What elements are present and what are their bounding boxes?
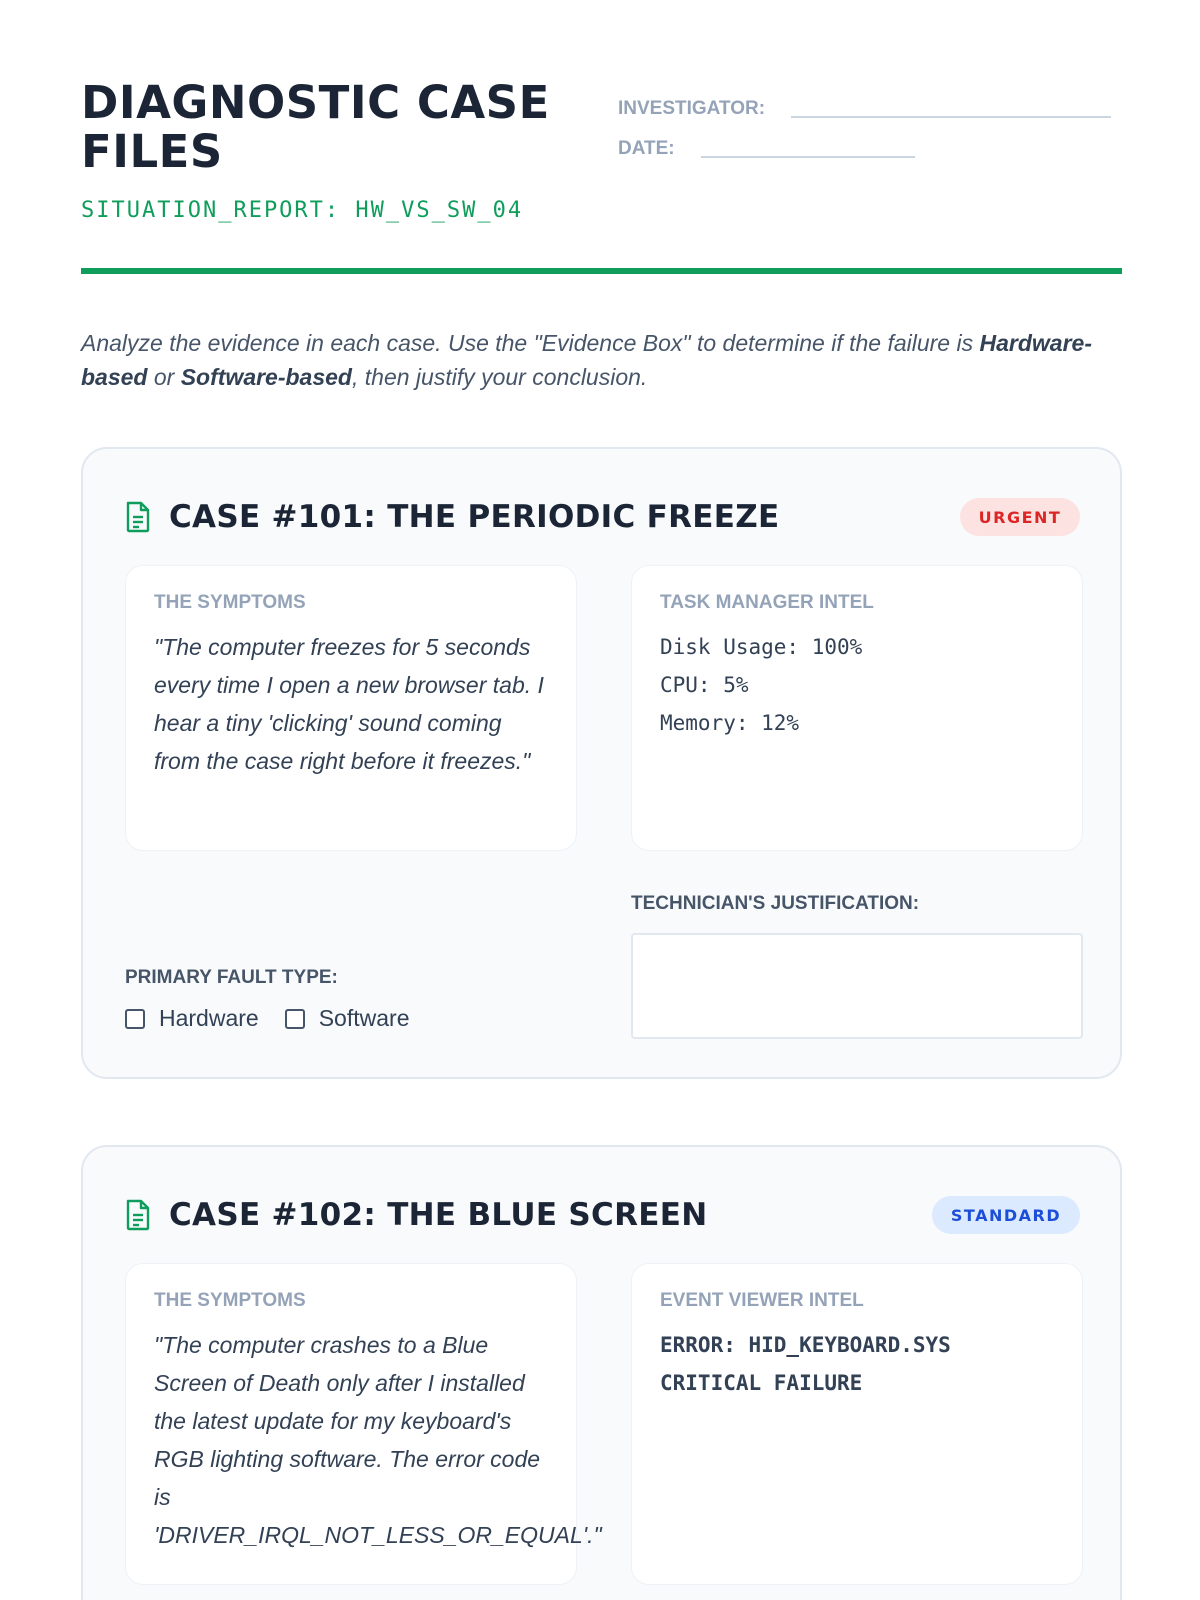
symptoms-panel — [125, 1263, 602, 1585]
intel-panel — [631, 1263, 1083, 1585]
fault-type-label: PRIMARY FAULT TYPE: — [125, 967, 338, 988]
page-title: DIAGNOSTIC CASE FILES — [81, 76, 550, 178]
date-field[interactable] — [701, 156, 915, 158]
case-title: CASE #102: THE BLUE SCREEN — [169, 1197, 708, 1233]
date-label: DATE: — [618, 138, 675, 159]
investigator-row — [618, 80, 1122, 120]
date-row — [618, 120, 1122, 160]
hardware-checkbox[interactable] — [125, 1009, 145, 1029]
intro-hardware: Hardware-based — [81, 330, 1092, 390]
symptoms-panel — [125, 565, 577, 851]
case-header — [125, 497, 1080, 537]
intel-line: ERROR: HID_KEYBOARD.SYS — [660, 1333, 951, 1357]
meta-fields — [618, 80, 1122, 160]
header-divider — [81, 268, 1122, 274]
priority-badge: URGENT — [960, 498, 1080, 536]
hardware-option-label: Hardware — [159, 1005, 259, 1031]
symptoms-text: "The computer crashes to a Blue Screen of Death only after I installed the latest update for my keyboard's RGB lighting software. The error code is 'DRIVER_IRQL_NOT_LESS_OR_EQUAL'." — [154, 1332, 602, 1548]
case-card-101 — [81, 447, 1122, 1079]
case-card-102 — [81, 1145, 1122, 1600]
symptoms-label: THE SYMPTOMS — [154, 1290, 306, 1311]
investigator-label: INVESTIGATOR: — [618, 98, 766, 119]
document-icon — [125, 1199, 151, 1231]
instructions — [81, 326, 1122, 394]
document-icon — [125, 501, 151, 533]
software-option[interactable] — [285, 1005, 410, 1032]
intro-software: Software-based — [180, 364, 352, 390]
intro-or: or — [147, 364, 181, 390]
intel-line: CPU: 5% — [660, 673, 749, 697]
software-option-label: Software — [318, 1005, 410, 1031]
justification-label: TECHNICIAN'S JUSTIFICATION: — [631, 893, 920, 914]
symptoms-label: THE SYMPTOMS — [154, 592, 306, 613]
document-header — [81, 78, 1122, 223]
priority-badge: STANDARD — [932, 1196, 1080, 1234]
intel-line: CRITICAL FAILURE — [660, 1371, 863, 1395]
symptoms-text: "The computer freezes for 5 seconds every time I open a new browser tab. I hear a tiny 'clicking' sound coming from the case right before it freezes." — [154, 634, 544, 774]
intro-text-2: , then justify your conclusion. — [351, 364, 648, 390]
hardware-option[interactable] — [125, 1005, 259, 1032]
fault-type-options — [125, 1005, 435, 1032]
justification-input[interactable] — [631, 933, 1083, 1039]
intel-label: TASK MANAGER INTEL — [660, 592, 874, 613]
report-code: SITUATION_REPORT: HW_VS_SW_04 — [81, 198, 524, 223]
case-title: CASE #101: THE PERIODIC FREEZE — [169, 499, 780, 535]
intel-panel — [631, 565, 1083, 851]
intel-line: Memory: 12% — [660, 711, 800, 735]
case-header — [125, 1195, 1080, 1235]
intel-label: EVENT VIEWER INTEL — [660, 1290, 864, 1311]
software-checkbox[interactable] — [285, 1009, 305, 1029]
investigator-field[interactable] — [791, 116, 1111, 118]
intel-line: Disk Usage: 100% — [660, 635, 863, 659]
intro-text-1: Analyze the evidence in each case. Use the "Evidence Box" to determine if the failure is — [81, 330, 980, 356]
